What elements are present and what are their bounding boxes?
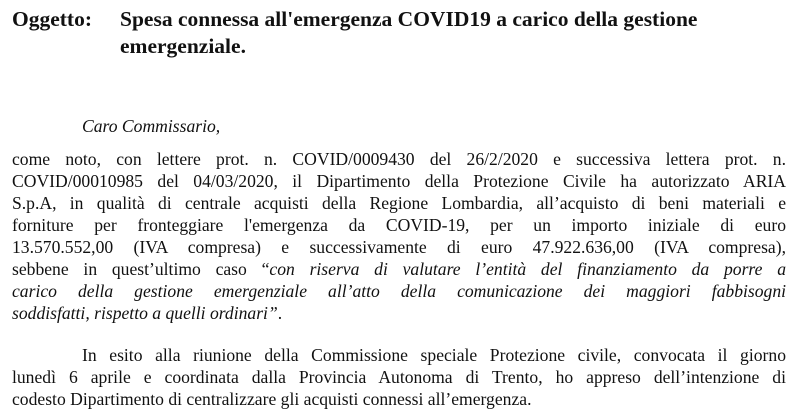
paragraph-1-line-1: come noto, con lettere prot. n. COVID/0009430 del 26/2/2020 e successiva lettera prot. n. <box>12 149 786 169</box>
line-8-period: . <box>277 303 283 323</box>
subject-row-1 <box>12 6 792 33</box>
subject-text-line-1: Spesa connessa all'emergenza COVID19 a carico della gestione <box>120 7 698 31</box>
subject-text-line-2: emergenziale. <box>120 34 246 58</box>
paragraph-2-line-1: In esito alla riunione della Commissione speciale Protezione civile, convocata il giorno <box>82 345 786 365</box>
paragraph-1-line-4: forniture per fronteggiare l'emergenza da COVID-19, per un importo iniziale di euro <box>12 215 786 235</box>
paragraph-1-line-5: 13.570.552,00 (IVA compresa) e successivamente di euro 47.922.636,00 (IVA compresa), <box>12 237 786 257</box>
paragraph-1-line-6 <box>12 258 786 280</box>
paragraph-1-line-3: S.p.A, in qualità di centrale acquisti della Regione Lombardia, all’acquisto di beni materiali e <box>12 193 786 213</box>
subject-indent <box>12 33 120 60</box>
paragraph-1-line-8 <box>12 302 786 324</box>
subject-row-2 <box>12 33 792 60</box>
paragraph-1-line-2: COVID/00010985 del 04/03/2020, il Dipartimento della Protezione Civile ha autorizzato ARIA <box>12 171 786 191</box>
line-6-plain-text: sebbene in quest’ultimo caso “ <box>12 259 270 279</box>
paragraph-2-line-2: lunedì 6 aprile e coordinata dalla Provincia Autonoma di Trento, ho appreso dell’intenzione di <box>12 367 786 387</box>
quote-italic-end: soddisfatti, rispetto a quelli ordinari” <box>12 303 278 323</box>
quote-italic-start: con riserva di valutare l’entità del finanziamento da porre a <box>269 259 786 279</box>
salutation: Caro Commissario, <box>82 116 221 136</box>
paragraph-1-line-7: carico della gestione emergenziale all’atto della comunicazione dei maggiori fabbisogni <box>12 281 786 301</box>
paragraph-2-line-3: codesto Dipartimento di centralizzare gli acquisti connessi all’emergenza. <box>12 389 532 409</box>
subject-label: Oggetto: <box>12 7 92 31</box>
subject-heading <box>12 6 792 60</box>
